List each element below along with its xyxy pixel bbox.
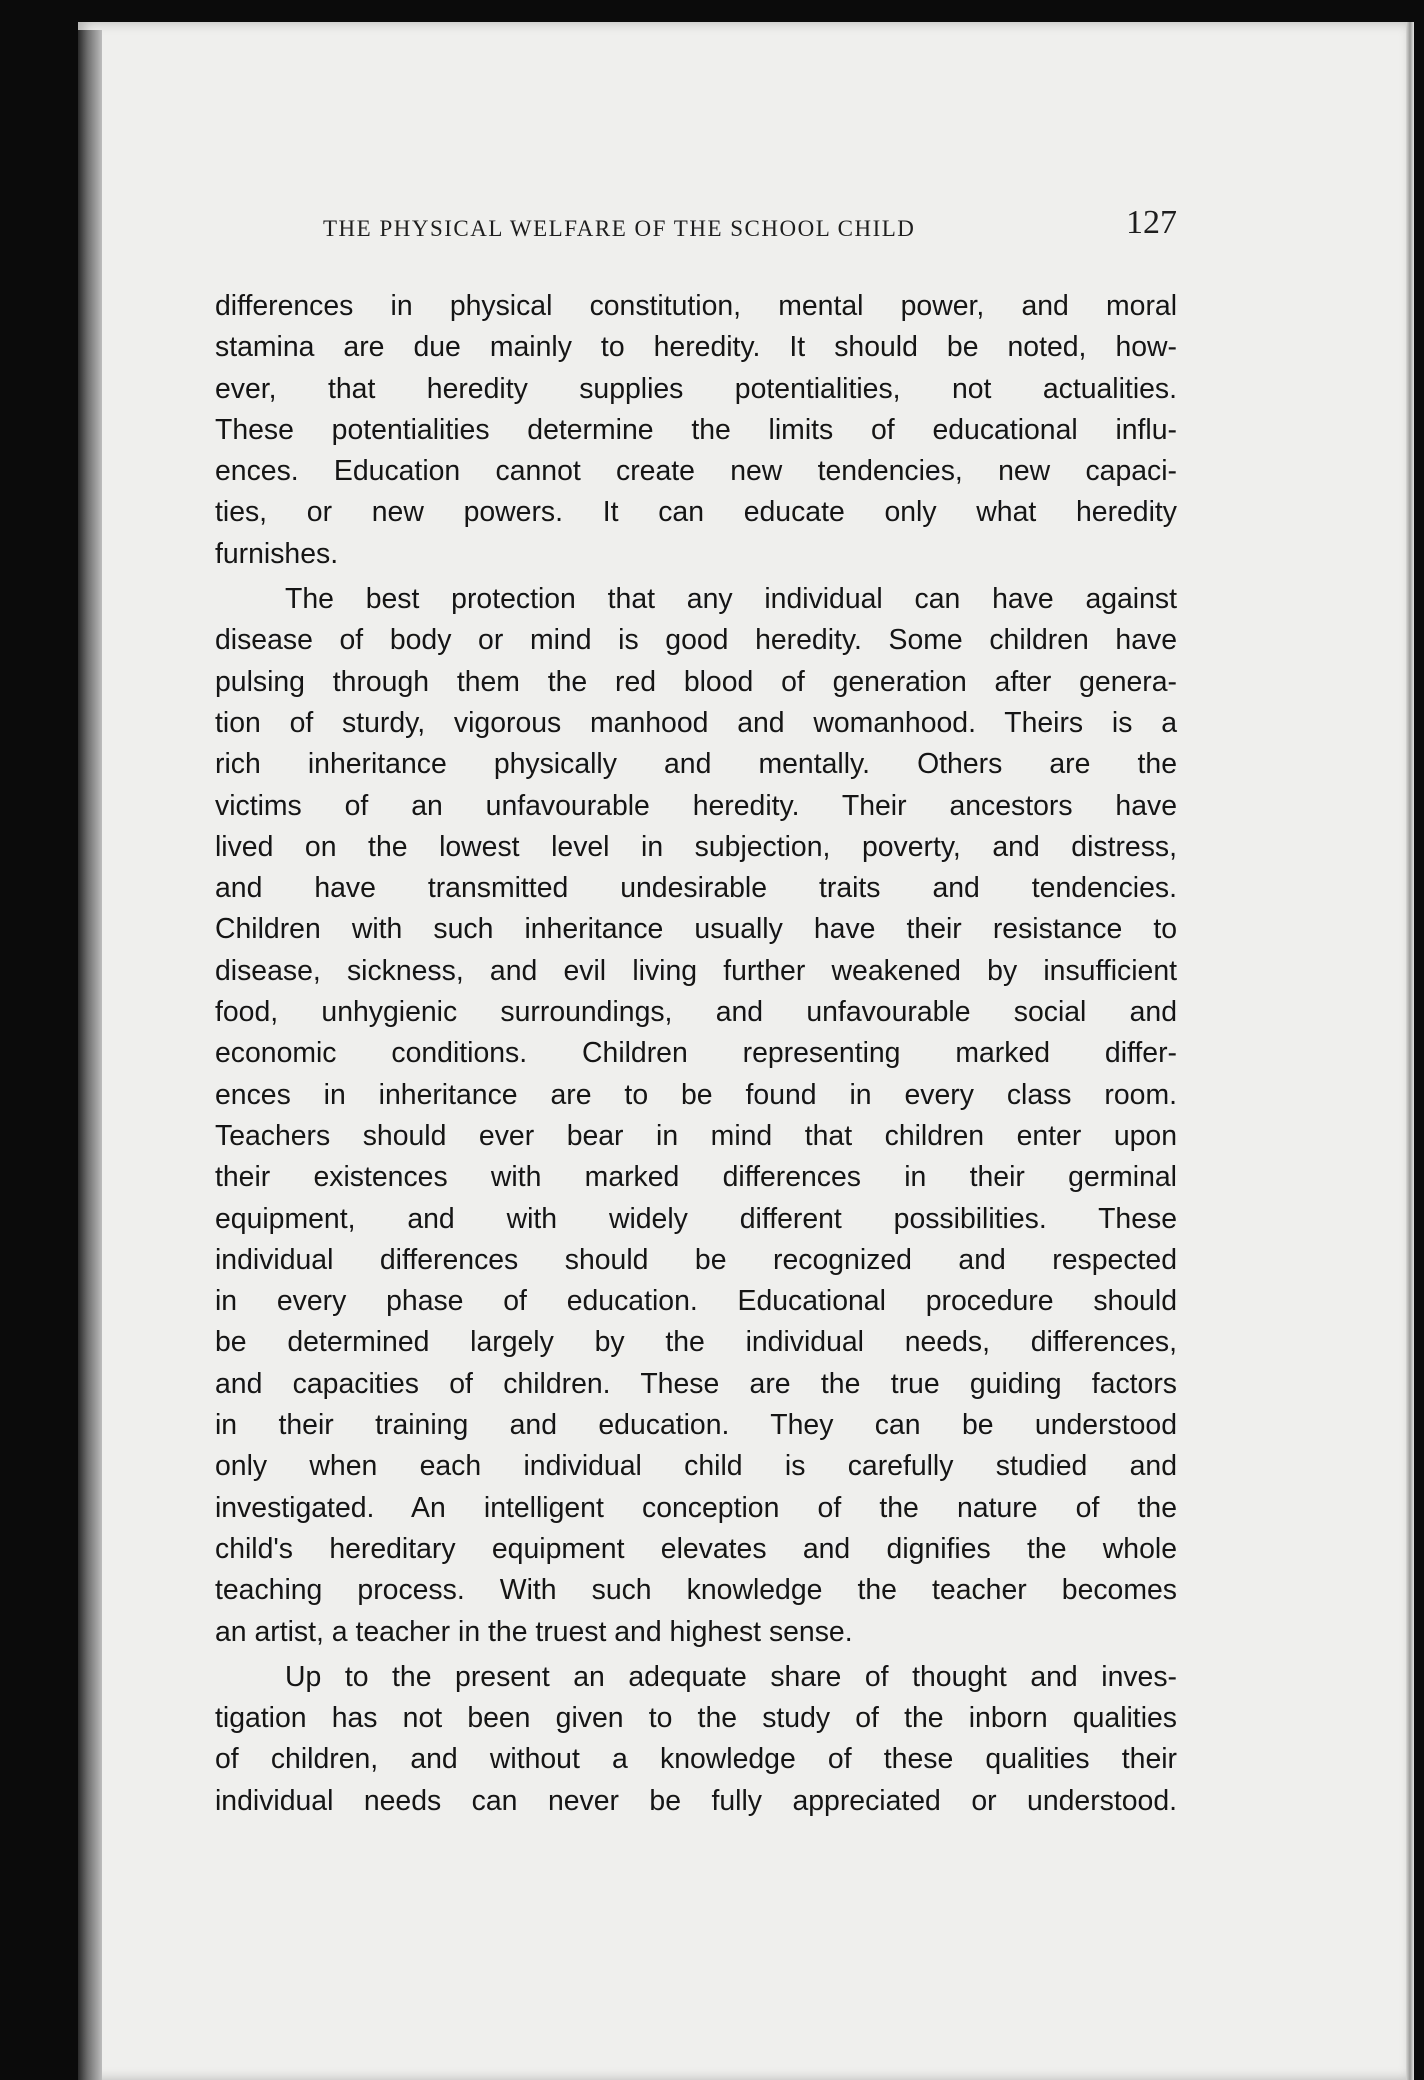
text-line: stamina are due mainly to heredity. It should be noted, how- [215, 331, 1177, 364]
text-line: teaching process. With such knowledge the teacher becomes [215, 1574, 1177, 1607]
text-line: of children, and without a knowledge of these qualities their [215, 1743, 1177, 1776]
running-head-title: THE PHYSICAL WELFARE OF THE SCHOOL CHILD [323, 216, 916, 241]
body-text [215, 286, 1177, 1826]
text-line: disease, sickness, and evil living further weakened by insufficient [215, 954, 1177, 987]
text-line: disease of body or mind is good heredity. Some children have [215, 624, 1177, 657]
text-line: in their training and education. They can be understood [215, 1409, 1177, 1442]
text-line: furnishes. [215, 537, 339, 570]
running-head [215, 200, 1177, 252]
text-line: an artist, a teacher in the truest and highest sense. [215, 1615, 853, 1648]
text-line: investigated. An intelligent conception of the nature of the [215, 1491, 1177, 1524]
text-line: Teachers should ever bear in mind that children enter upon [215, 1119, 1177, 1152]
page-right-edge [1406, 22, 1414, 2080]
text-line: Children with such inheritance usually have their resistance to [215, 913, 1177, 946]
text-line: equipment, and with widely different possibilities. These [215, 1202, 1177, 1235]
text-line: be determined largely by the individual needs, differences, [215, 1326, 1177, 1359]
text-line: victims of an unfavourable heredity. Their ancestors have [215, 789, 1177, 822]
text-line: food, unhygienic surroundings, and unfavourable social and [215, 996, 1177, 1029]
text-line: The best protection that any individual can have against [285, 583, 1177, 616]
text-line: pulsing through them the red blood of generation after genera- [215, 665, 1177, 698]
text-line: individual needs can never be fully appreciated or understood. [215, 1784, 1177, 1817]
text-line: tigation has not been given to the study of the inborn qualities [215, 1702, 1177, 1735]
text-line: ties, or new powers. It can educate only what heredity [215, 496, 1177, 529]
text-line: only when each individual child is carefully studied and [215, 1450, 1177, 1483]
text-line: tion of sturdy, vigorous manhood and womanhood. Theirs is a [215, 706, 1177, 739]
text-line: Up to the present an adequate share of thought and inves- [285, 1660, 1177, 1693]
text-line: and have transmitted undesirable traits and tendencies. [215, 872, 1177, 905]
text-line: ences in inheritance are to be found in every class room. [215, 1078, 1177, 1111]
text-line: differences in physical constitution, mental power, and moral [215, 290, 1177, 322]
text-line: child's hereditary equipment elevates and dignifies the whole [215, 1532, 1177, 1565]
text-line: ever, that heredity supplies potentialities, not actualities. [215, 372, 1177, 405]
text-line: their existences with marked differences in their germinal [215, 1161, 1177, 1194]
text-line: rich inheritance physically and mentally. Others are the [215, 748, 1177, 781]
page-binding-edge [78, 30, 102, 2080]
text-line: ences. Education cannot create new tendencies, new capaci- [215, 455, 1177, 488]
text-line: lived on the lowest level in subjection, poverty, and distress, [215, 830, 1177, 863]
paragraph-2 [215, 579, 1177, 1653]
text-line: individual differences should be recognized and respected [215, 1243, 1177, 1276]
paragraph-3 [215, 1657, 1177, 1822]
page-number: 127 [1126, 204, 1177, 241]
text-line: These potentialities determine the limits of educational influ- [215, 413, 1177, 446]
text-line: and capacities of children. These are the true guiding factors [215, 1367, 1177, 1400]
text-line: economic conditions. Children representing marked differ- [215, 1037, 1177, 1070]
paragraph-1 [215, 286, 1177, 575]
text-line: in every phase of education. Educational procedure should [215, 1285, 1177, 1318]
